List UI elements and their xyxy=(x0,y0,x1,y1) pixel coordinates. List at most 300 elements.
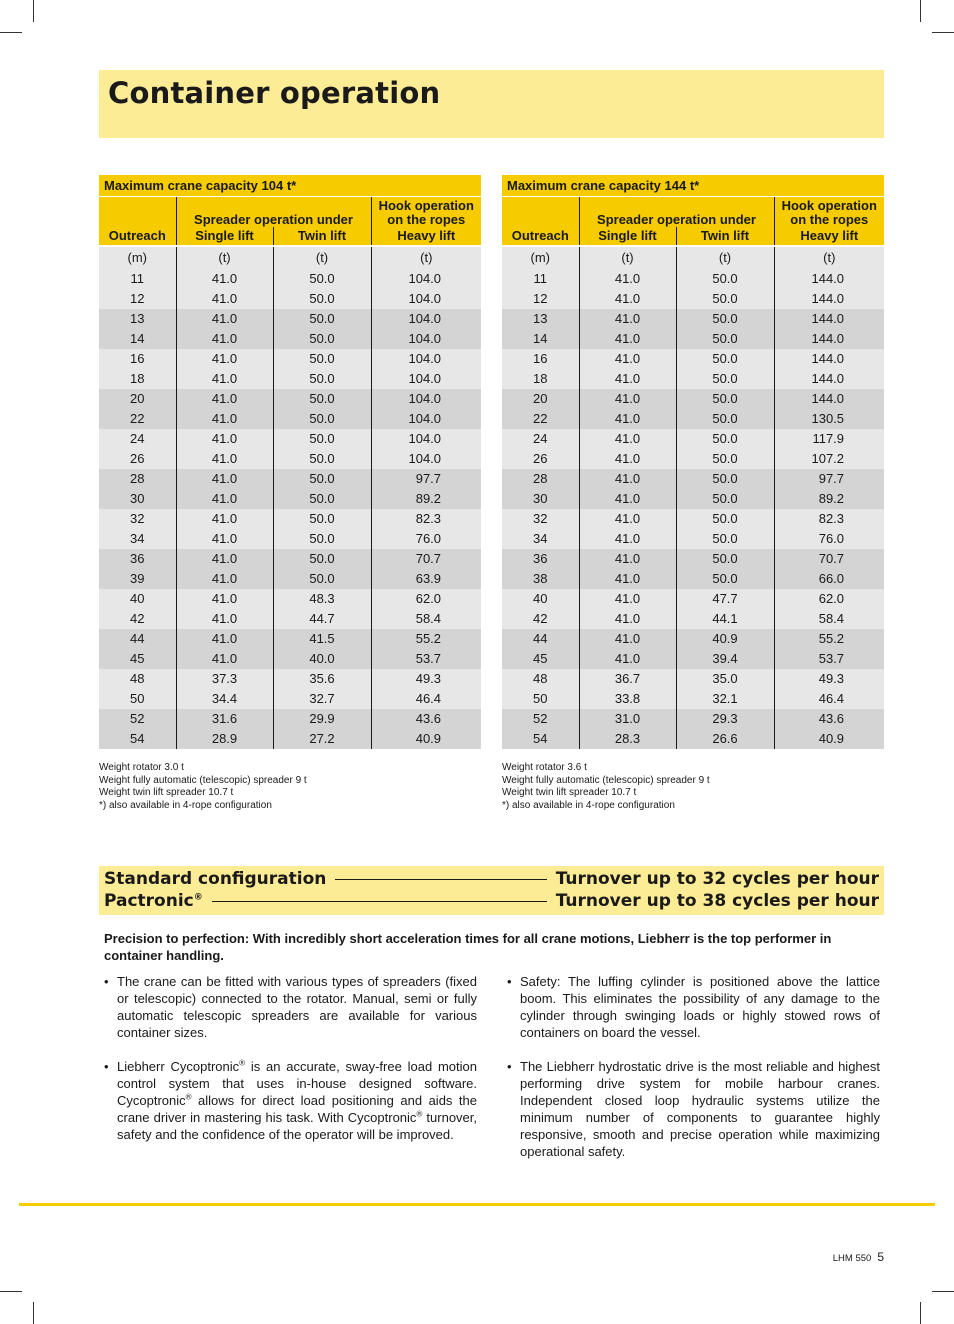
twin-lift-cell: 32.1 xyxy=(676,689,774,709)
outreach-cell: 36 xyxy=(502,549,579,569)
standard-configuration-row xyxy=(104,868,879,890)
table-row xyxy=(99,729,481,749)
table-row xyxy=(99,689,481,709)
twin-lift-cell: 50.0 xyxy=(273,549,371,569)
unit-heavy-lift: (t) xyxy=(774,246,884,269)
outreach-cell: 22 xyxy=(99,409,176,429)
twin-lift-cell: 29.9 xyxy=(273,709,371,729)
text-part: allows for direct load positioning and aids the crane driver in mastering his task. With Cycoptronic xyxy=(117,1093,477,1125)
bullet-spreaders xyxy=(104,973,477,1041)
heavy-lift-cell: 40.9 xyxy=(774,729,884,749)
twin-lift-cell: 40.9 xyxy=(676,629,774,649)
single-lift-cell: 28.3 xyxy=(579,729,676,749)
heavy-lift-cell: 104.0 xyxy=(371,449,481,469)
group-header-hook: Hook operation on the ropes xyxy=(371,197,481,228)
heavy-lift-cell: 130.5 xyxy=(774,409,884,429)
twin-lift-cell: 44.1 xyxy=(676,609,774,629)
outreach-cell: 45 xyxy=(502,649,579,669)
table-row xyxy=(99,269,481,289)
outreach-cell: 34 xyxy=(99,529,176,549)
single-lift-cell: 41.0 xyxy=(579,569,676,589)
heavy-lift-cell: 144.0 xyxy=(774,389,884,409)
heavy-lift-cell: 40.9 xyxy=(371,729,481,749)
bullet-text: Safety: The luffing cylinder is positioned above the lattice boom. This eliminates the possibility of any damage to the cylinder through swinging loads or highly stowed rows of containers on board the vessel. xyxy=(520,974,880,1040)
outreach-cell: 20 xyxy=(99,389,176,409)
page-number: 5 xyxy=(877,1250,884,1264)
table-notes-144t xyxy=(502,762,710,812)
table-row xyxy=(99,569,481,589)
outreach-cell: 16 xyxy=(99,349,176,369)
single-lift-cell: 41.0 xyxy=(176,589,273,609)
table-row xyxy=(502,609,884,629)
single-lift-cell: 41.0 xyxy=(176,569,273,589)
twin-lift-cell: 29.3 xyxy=(676,709,774,729)
table-row xyxy=(502,389,884,409)
capacity-table-104t xyxy=(99,175,481,749)
table-row xyxy=(99,549,481,569)
bullet-dot: • xyxy=(507,1059,512,1074)
heavy-lift-cell: 58.4 xyxy=(371,609,481,629)
twin-lift-cell: 50.0 xyxy=(273,429,371,449)
single-lift-cell: 41.0 xyxy=(579,489,676,509)
heavy-lift-cell: 104.0 xyxy=(371,389,481,409)
twin-lift-cell: 50.0 xyxy=(676,429,774,449)
twin-lift-cell: 27.2 xyxy=(273,729,371,749)
single-lift-cell: 41.0 xyxy=(579,509,676,529)
table-row xyxy=(502,709,884,729)
outreach-cell: 30 xyxy=(502,489,579,509)
note-line: Weight twin lift spreader 10.7 t xyxy=(502,787,637,799)
twin-lift-cell: 50.0 xyxy=(273,469,371,489)
single-lift-cell: 41.0 xyxy=(579,289,676,309)
twin-lift-cell: 50.0 xyxy=(273,269,371,289)
heavy-lift-cell: 89.2 xyxy=(774,489,884,509)
twin-lift-cell: 41.5 xyxy=(273,629,371,649)
heavy-lift-cell: 144.0 xyxy=(774,369,884,389)
note-line: *) also available in 4-rope configuration xyxy=(99,799,272,811)
table-row xyxy=(502,469,884,489)
footer-rule xyxy=(19,1203,935,1206)
table-row xyxy=(99,349,481,369)
outreach-cell: 26 xyxy=(502,449,579,469)
group-header-hook: Hook operation on the ropes xyxy=(774,197,884,228)
pactronic-row xyxy=(104,890,879,912)
outreach-cell: 20 xyxy=(502,389,579,409)
group-header-empty xyxy=(502,197,579,228)
outreach-cell: 54 xyxy=(502,729,579,749)
outreach-cell: 32 xyxy=(99,509,176,529)
heavy-lift-cell: 62.0 xyxy=(371,589,481,609)
single-lift-cell: 41.0 xyxy=(176,629,273,649)
outreach-cell: 44 xyxy=(502,629,579,649)
column-header-twin-lift: Twin lift xyxy=(676,227,774,246)
twin-lift-cell: 50.0 xyxy=(676,549,774,569)
twin-lift-cell: 50.0 xyxy=(273,389,371,409)
twin-lift-cell: 48.3 xyxy=(273,589,371,609)
twin-lift-cell: 50.0 xyxy=(273,449,371,469)
single-lift-cell: 41.0 xyxy=(176,329,273,349)
twin-lift-cell: 40.0 xyxy=(273,649,371,669)
table-row xyxy=(99,629,481,649)
twin-lift-cell: 50.0 xyxy=(676,389,774,409)
title-band xyxy=(99,70,884,138)
twin-lift-cell: 44.7 xyxy=(273,609,371,629)
outreach-cell: 50 xyxy=(502,689,579,709)
table-row xyxy=(99,309,481,329)
outreach-cell: 54 xyxy=(99,729,176,749)
crop-mark-bottom-right-h xyxy=(932,1291,954,1292)
leader-line xyxy=(212,901,547,902)
heavy-lift-cell: 144.0 xyxy=(774,269,884,289)
single-lift-cell: 41.0 xyxy=(176,369,273,389)
table-row xyxy=(502,509,884,529)
column-header-single-lift: Single lift xyxy=(176,227,273,246)
heavy-lift-cell: 144.0 xyxy=(774,329,884,349)
outreach-cell: 45 xyxy=(99,649,176,669)
crop-mark-bottom-left-v xyxy=(33,1302,34,1324)
twin-lift-cell: 32.7 xyxy=(273,689,371,709)
column-header-heavy-lift: Heavy lift xyxy=(774,227,884,246)
single-lift-cell: 41.0 xyxy=(579,529,676,549)
table-notes-104t xyxy=(99,762,307,812)
crop-mark-bottom-right-v xyxy=(920,1302,921,1324)
twin-lift-cell: 50.0 xyxy=(273,349,371,369)
unit-outreach: (m) xyxy=(502,246,579,269)
outreach-cell: 14 xyxy=(99,329,176,349)
twin-lift-cell: 50.0 xyxy=(273,569,371,589)
table-row xyxy=(502,689,884,709)
table-row xyxy=(99,589,481,609)
outreach-cell: 44 xyxy=(99,629,176,649)
table-row xyxy=(99,409,481,429)
column-header-outreach: Outreach xyxy=(502,227,579,246)
unit-outreach: (m) xyxy=(99,246,176,269)
table-row xyxy=(502,549,884,569)
table-row xyxy=(99,709,481,729)
single-lift-cell: 33.8 xyxy=(579,689,676,709)
heavy-lift-cell: 104.0 xyxy=(371,429,481,449)
table-row xyxy=(99,329,481,349)
single-lift-cell: 41.0 xyxy=(579,309,676,329)
twin-lift-cell: 47.7 xyxy=(676,589,774,609)
table-row xyxy=(502,429,884,449)
single-lift-cell: 41.0 xyxy=(176,349,273,369)
group-header-empty xyxy=(99,197,176,228)
single-lift-cell: 41.0 xyxy=(176,289,273,309)
text-part: turnover, safety and the confidence of the operator will be improved. xyxy=(117,1110,477,1142)
single-lift-cell: 41.0 xyxy=(176,429,273,449)
twin-lift-cell: 35.0 xyxy=(676,669,774,689)
bullet-text: The Liebherr hydrostatic drive is the most reliable and highest performing drive system for mobile harbour cranes. Independent closed loop hydraulic systems utilize the minimum number of components to guarantee highly responsive, smooth and precise operation while maximizing operational safety. xyxy=(520,1059,880,1159)
table-row xyxy=(99,289,481,309)
pactronic-label-wrap xyxy=(104,891,203,911)
table-row xyxy=(99,449,481,469)
outreach-cell: 52 xyxy=(99,709,176,729)
table-row xyxy=(99,389,481,409)
outreach-cell: 24 xyxy=(99,429,176,449)
outreach-cell: 11 xyxy=(502,269,579,289)
note-line: Weight rotator 3.0 t xyxy=(99,762,184,773)
table-row xyxy=(99,429,481,449)
crop-mark-top-right-v xyxy=(920,0,921,22)
standard-configuration-value: Turnover up to 32 cycles per hour xyxy=(555,869,879,889)
heavy-lift-cell: 117.9 xyxy=(774,429,884,449)
single-lift-cell: 41.0 xyxy=(579,329,676,349)
page-footer xyxy=(833,1250,884,1264)
single-lift-cell: 41.0 xyxy=(176,609,273,629)
twin-lift-cell: 50.0 xyxy=(676,269,774,289)
outreach-cell: 36 xyxy=(99,549,176,569)
outreach-cell: 50 xyxy=(99,689,176,709)
twin-lift-cell: 50.0 xyxy=(676,449,774,469)
outreach-cell: 42 xyxy=(502,609,579,629)
twin-lift-cell: 50.0 xyxy=(273,509,371,529)
outreach-cell: 52 xyxy=(502,709,579,729)
heavy-lift-cell: 58.4 xyxy=(774,609,884,629)
twin-lift-cell: 50.0 xyxy=(676,289,774,309)
table-body xyxy=(502,269,884,749)
heavy-lift-cell: 53.7 xyxy=(774,649,884,669)
twin-lift-cell: 50.0 xyxy=(676,329,774,349)
note-line: Weight rotator 3.6 t xyxy=(502,762,587,773)
single-lift-cell: 41.0 xyxy=(176,269,273,289)
outreach-cell: 26 xyxy=(99,449,176,469)
table-row xyxy=(502,309,884,329)
table-caption: Maximum crane capacity 144 t* xyxy=(502,175,884,197)
lead-paragraph: Precision to perfection: With incredibly short acceleration times for all crane motions, Liebherr is the top performer in container handling. xyxy=(104,931,832,963)
heavy-lift-cell: 104.0 xyxy=(371,369,481,389)
single-lift-cell: 41.0 xyxy=(176,469,273,489)
footer-model: LHM 550 xyxy=(832,1253,872,1264)
single-lift-cell: 41.0 xyxy=(176,549,273,569)
single-lift-cell: 41.0 xyxy=(579,449,676,469)
table-row xyxy=(502,629,884,649)
unit-twin-lift: (t) xyxy=(273,246,371,269)
single-lift-cell: 41.0 xyxy=(176,529,273,549)
twin-lift-cell: 26.6 xyxy=(676,729,774,749)
single-lift-cell: 41.0 xyxy=(579,609,676,629)
heavy-lift-cell: 46.4 xyxy=(371,689,481,709)
single-lift-cell: 41.0 xyxy=(579,589,676,609)
heavy-lift-cell: 104.0 xyxy=(371,329,481,349)
unit-single-lift: (t) xyxy=(176,246,273,269)
text-part: is an accurate, sway-free load motion control system that uses in-house designed software. Cycoptronic xyxy=(117,1059,477,1108)
unit-single-lift: (t) xyxy=(579,246,676,269)
table-row xyxy=(502,569,884,589)
twin-lift-cell: 50.0 xyxy=(273,309,371,329)
heavy-lift-cell: 55.2 xyxy=(371,629,481,649)
bullet-dot: • xyxy=(104,1059,109,1074)
table-row xyxy=(502,369,884,389)
outreach-cell: 48 xyxy=(502,669,579,689)
outreach-cell: 24 xyxy=(502,429,579,449)
table-row xyxy=(502,529,884,549)
outreach-cell: 40 xyxy=(502,589,579,609)
note-line: Weight twin lift spreader 10.7 t xyxy=(99,787,234,799)
heavy-lift-cell: 70.7 xyxy=(371,549,481,569)
crop-mark-bottom-left-h xyxy=(0,1291,22,1292)
text-part: Liebherr Cycoptronic xyxy=(117,1059,240,1074)
single-lift-cell: 41.0 xyxy=(579,549,676,569)
table-row xyxy=(502,289,884,309)
single-lift-cell: 41.0 xyxy=(579,409,676,429)
column-header-single-lift: Single lift xyxy=(579,227,676,246)
twin-lift-cell: 50.0 xyxy=(676,509,774,529)
table-row xyxy=(502,669,884,689)
table-row xyxy=(502,649,884,669)
outreach-cell: 28 xyxy=(99,469,176,489)
heavy-lift-cell: 107.2 xyxy=(774,449,884,469)
page-title: Container operation xyxy=(108,76,441,110)
bullet-hydrostatic-drive xyxy=(507,1058,880,1160)
heavy-lift-cell: 104.0 xyxy=(371,289,481,309)
single-lift-cell: 34.4 xyxy=(176,689,273,709)
twin-lift-cell: 50.0 xyxy=(676,369,774,389)
table-row xyxy=(502,449,884,469)
single-lift-cell: 41.0 xyxy=(579,369,676,389)
table-row xyxy=(502,329,884,349)
table-row xyxy=(502,729,884,749)
heavy-lift-cell: 144.0 xyxy=(774,289,884,309)
table-row xyxy=(502,349,884,369)
single-lift-cell: 41.0 xyxy=(579,269,676,289)
outreach-cell: 48 xyxy=(99,669,176,689)
bullet-dot: • xyxy=(507,974,512,989)
heavy-lift-cell: 49.3 xyxy=(774,669,884,689)
heavy-lift-cell: 97.7 xyxy=(371,469,481,489)
twin-lift-cell: 50.0 xyxy=(676,529,774,549)
single-lift-cell: 41.0 xyxy=(176,509,273,529)
twin-lift-cell: 50.0 xyxy=(676,569,774,589)
note-line: Weight fully automatic (telescopic) spreader 9 t xyxy=(99,774,307,786)
table-body xyxy=(99,269,481,749)
pactronic-label: Pactronic xyxy=(104,891,194,911)
heavy-lift-cell: 144.0 xyxy=(774,349,884,369)
heavy-lift-cell: 82.3 xyxy=(774,509,884,529)
single-lift-cell: 41.0 xyxy=(579,349,676,369)
outreach-cell: 13 xyxy=(502,309,579,329)
outreach-cell: 14 xyxy=(502,329,579,349)
table-row xyxy=(99,509,481,529)
bullet-text: The crane can be fitted with various types of spreaders (fixed or telescopic) connected to the rotator. Manual, semi or fully automatic telescopic spreaders are available for various container sizes. xyxy=(117,974,477,1040)
table-row xyxy=(99,469,481,489)
bullet-safety xyxy=(507,973,880,1041)
twin-lift-cell: 50.0 xyxy=(676,489,774,509)
twin-lift-cell: 50.0 xyxy=(273,329,371,349)
bullet-cycoptronic xyxy=(104,1058,477,1143)
single-lift-cell: 41.0 xyxy=(176,309,273,329)
outreach-cell: 40 xyxy=(99,589,176,609)
unit-twin-lift: (t) xyxy=(676,246,774,269)
group-header-spreader: Spreader operation under xyxy=(176,197,371,228)
single-lift-cell: 37.3 xyxy=(176,669,273,689)
bullet-text xyxy=(117,1059,477,1142)
outreach-cell: 12 xyxy=(502,289,579,309)
single-lift-cell: 41.0 xyxy=(579,469,676,489)
column-header-twin-lift: Twin lift xyxy=(273,227,371,246)
single-lift-cell: 41.0 xyxy=(176,389,273,409)
outreach-cell: 42 xyxy=(99,609,176,629)
heavy-lift-cell: 62.0 xyxy=(774,589,884,609)
twin-lift-cell: 50.0 xyxy=(676,349,774,369)
outreach-cell: 39 xyxy=(99,569,176,589)
heavy-lift-cell: 63.9 xyxy=(371,569,481,589)
twin-lift-cell: 50.0 xyxy=(273,529,371,549)
outreach-cell: 12 xyxy=(99,289,176,309)
heavy-lift-cell: 104.0 xyxy=(371,409,481,429)
heavy-lift-cell: 49.3 xyxy=(371,669,481,689)
heavy-lift-cell: 82.3 xyxy=(371,509,481,529)
note-line: Weight fully automatic (telescopic) spreader 9 t xyxy=(502,774,710,786)
twin-lift-cell: 50.0 xyxy=(273,489,371,509)
column-header-heavy-lift: Heavy lift xyxy=(371,227,481,246)
heavy-lift-cell: 97.7 xyxy=(774,469,884,489)
text-column-right xyxy=(507,973,880,1177)
twin-lift-cell: 50.0 xyxy=(676,309,774,329)
heavy-lift-cell: 104.0 xyxy=(371,349,481,369)
outreach-cell: 11 xyxy=(99,269,176,289)
single-lift-cell: 41.0 xyxy=(579,629,676,649)
pactronic-value: Turnover up to 38 cycles per hour xyxy=(555,891,879,911)
twin-lift-cell: 39.4 xyxy=(676,649,774,669)
capacity-table-144t xyxy=(502,175,884,749)
single-lift-cell: 41.0 xyxy=(579,429,676,449)
column-header-outreach: Outreach xyxy=(99,227,176,246)
table-row xyxy=(99,669,481,689)
registered-mark: ® xyxy=(239,1058,246,1068)
outreach-cell: 30 xyxy=(99,489,176,509)
crop-mark-top-right-h xyxy=(932,32,954,33)
outreach-cell: 28 xyxy=(502,469,579,489)
table-row xyxy=(502,589,884,609)
outreach-cell: 13 xyxy=(99,309,176,329)
heavy-lift-cell: 144.0 xyxy=(774,309,884,329)
bullet-dot: • xyxy=(104,974,109,989)
single-lift-cell: 41.0 xyxy=(176,409,273,429)
leader-line xyxy=(335,879,546,880)
single-lift-cell: 41.0 xyxy=(176,649,273,669)
crop-mark-top-left-h xyxy=(0,32,22,33)
outreach-cell: 32 xyxy=(502,509,579,529)
heavy-lift-cell: 104.0 xyxy=(371,309,481,329)
heavy-lift-cell: 43.6 xyxy=(371,709,481,729)
heavy-lift-cell: 76.0 xyxy=(774,529,884,549)
crop-mark-top-left-v xyxy=(33,0,34,22)
table-row xyxy=(99,489,481,509)
table-row xyxy=(502,409,884,429)
twin-lift-cell: 50.0 xyxy=(273,369,371,389)
table-row xyxy=(502,489,884,509)
table-caption: Maximum crane capacity 104 t* xyxy=(99,175,481,197)
table-row xyxy=(502,269,884,289)
single-lift-cell: 28.9 xyxy=(176,729,273,749)
twin-lift-cell: 50.0 xyxy=(676,469,774,489)
single-lift-cell: 31.0 xyxy=(579,709,676,729)
outreach-cell: 38 xyxy=(502,569,579,589)
twin-lift-cell: 50.0 xyxy=(273,289,371,309)
registered-mark: ® xyxy=(185,1092,192,1102)
single-lift-cell: 36.7 xyxy=(579,669,676,689)
single-lift-cell: 41.0 xyxy=(176,489,273,509)
configuration-band xyxy=(99,866,884,915)
outreach-cell: 34 xyxy=(502,529,579,549)
heavy-lift-cell: 104.0 xyxy=(371,269,481,289)
table-row xyxy=(99,649,481,669)
standard-configuration-label: Standard configuration xyxy=(104,869,327,889)
heavy-lift-cell: 70.7 xyxy=(774,549,884,569)
group-header-spreader: Spreader operation under xyxy=(579,197,774,228)
single-lift-cell: 31.6 xyxy=(176,709,273,729)
